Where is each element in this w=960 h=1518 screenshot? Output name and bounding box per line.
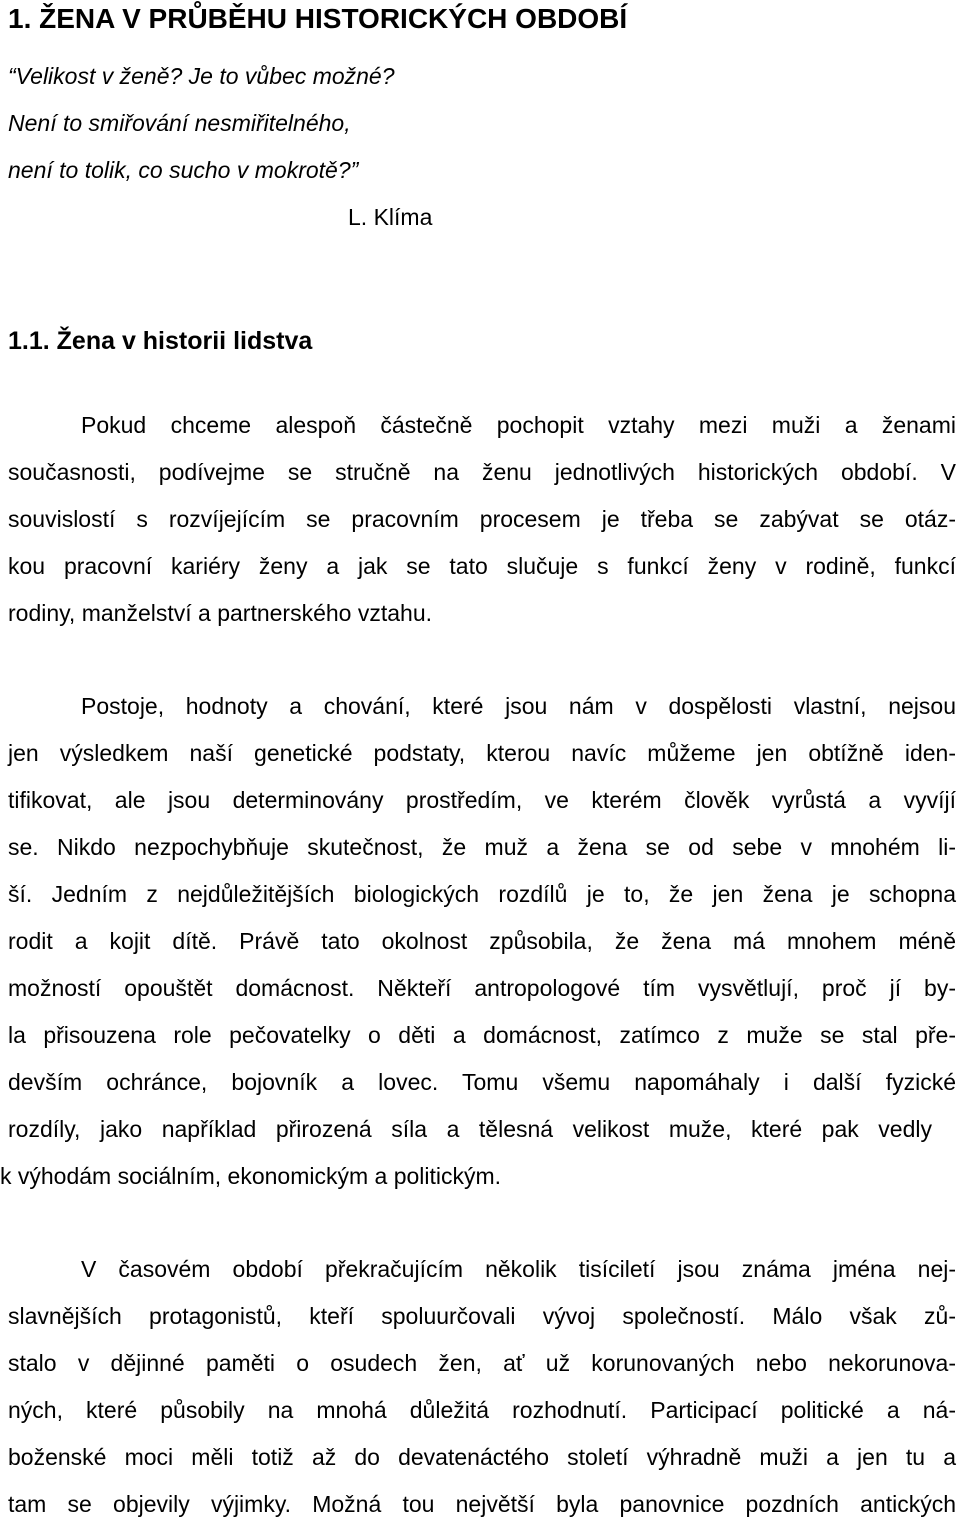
paragraph-1-line: Pokud chceme alespoň částečně pochopit vztahy mezi muži a ženami bbox=[81, 412, 956, 438]
paragraph-3-line: slavnějších protagonistů, kteří spoluurčovali vývoj společností. Málo však zů- bbox=[8, 1303, 956, 1329]
paragraph-2-line: rodit a kojit dítě. Právě tato okolnost způsobila, že žena má mnohem méně bbox=[8, 928, 956, 954]
paragraph-2-line: se. Nikdo nezpochybňuje skutečnost, že muž a žena se od sebe v mnohém li- bbox=[8, 834, 956, 860]
paragraph-1-line: současnosti, podívejme se stručně na ženu jednotlivých historických období. V bbox=[8, 459, 956, 485]
paragraph-2-line: la přisouzena role pečovatelky o děti a domácnost, zatímco z muže se stal pře- bbox=[8, 1022, 956, 1048]
paragraph-2-line: devším ochránce, bojovník a lovec. Tomu všemu napomáhaly i další fyzické bbox=[8, 1069, 956, 1095]
paragraph-1-line: rodiny, manželství a partnerského vztahu. bbox=[8, 600, 433, 626]
paragraph-2-line: tifikovat, ale jsou determinovány prostředím, ve kterém člověk vyrůstá a vyvíjí bbox=[8, 787, 956, 813]
paragraph-2-line: možností opouštět domácnost. Někteří antropologové tím vysvětlují, proč jí by- bbox=[8, 975, 956, 1001]
paragraph-3-line: stalo v dějinné paměti o osudech žen, ať už korunovaných nebo nekorunova- bbox=[8, 1350, 956, 1376]
paragraph-1-line: kou pracovní kariéry ženy a jak se tato slučuje s funkcí ženy v rodině, funkcí bbox=[8, 553, 956, 579]
paragraph-2-line: jen výsledkem naší genetické podstaty, kterou navíc můžeme jen obtížně iden- bbox=[8, 740, 956, 766]
paragraph-2-line: ší. Jedním z nejdůležitějších biologických rozdílů je to, že jen žena je schopna bbox=[8, 881, 956, 907]
motto-line-1: “Velikost v ženě? Je to vůbec možné? bbox=[8, 63, 395, 89]
paragraph-3-line: boženské moci měli totiž až do devatenáctého století výhradně muži a jen tu a bbox=[8, 1444, 956, 1470]
paragraph-2-line: Postoje, hodnoty a chování, které jsou nám v dospělosti vlastní, nejsou bbox=[81, 693, 956, 719]
motto-line-3: není to tolik, co sucho v mokrotě?” bbox=[8, 157, 359, 183]
paragraph-2-line: rozdíly, jako například přirozená síla a tělesná velikost muže, které pak vedly bbox=[8, 1116, 932, 1142]
paragraph-3-line: tam se objevily výjimky. Možná tou největší byla panovnice pozdních antických bbox=[8, 1491, 956, 1517]
motto-author: L. Klíma bbox=[348, 204, 433, 230]
paragraph-1-line: souvislostí s rozvíjejícím se pracovním procesem je třeba se zabývat se otáz- bbox=[8, 506, 956, 532]
paragraph-2-line: k výhodám sociálním, ekonomickým a politickým. bbox=[0, 1163, 502, 1189]
paragraph-3-line: ných, které působily na mnohá důležitá rozhodnutí. Participací politické a ná- bbox=[8, 1397, 956, 1423]
paragraph-3-line: V časovém období překračujícím několik tisíciletí jsou známa jména nej- bbox=[81, 1256, 956, 1282]
motto-line-2: Není to smiřování nesmiřitelného, bbox=[8, 110, 351, 136]
section-title: 1.1. Žena v historii lidstva bbox=[8, 327, 313, 355]
chapter-title: 1. ŽENA V PRŮBĚHU HISTORICKÝCH OBDOBÍ bbox=[8, 3, 628, 34]
